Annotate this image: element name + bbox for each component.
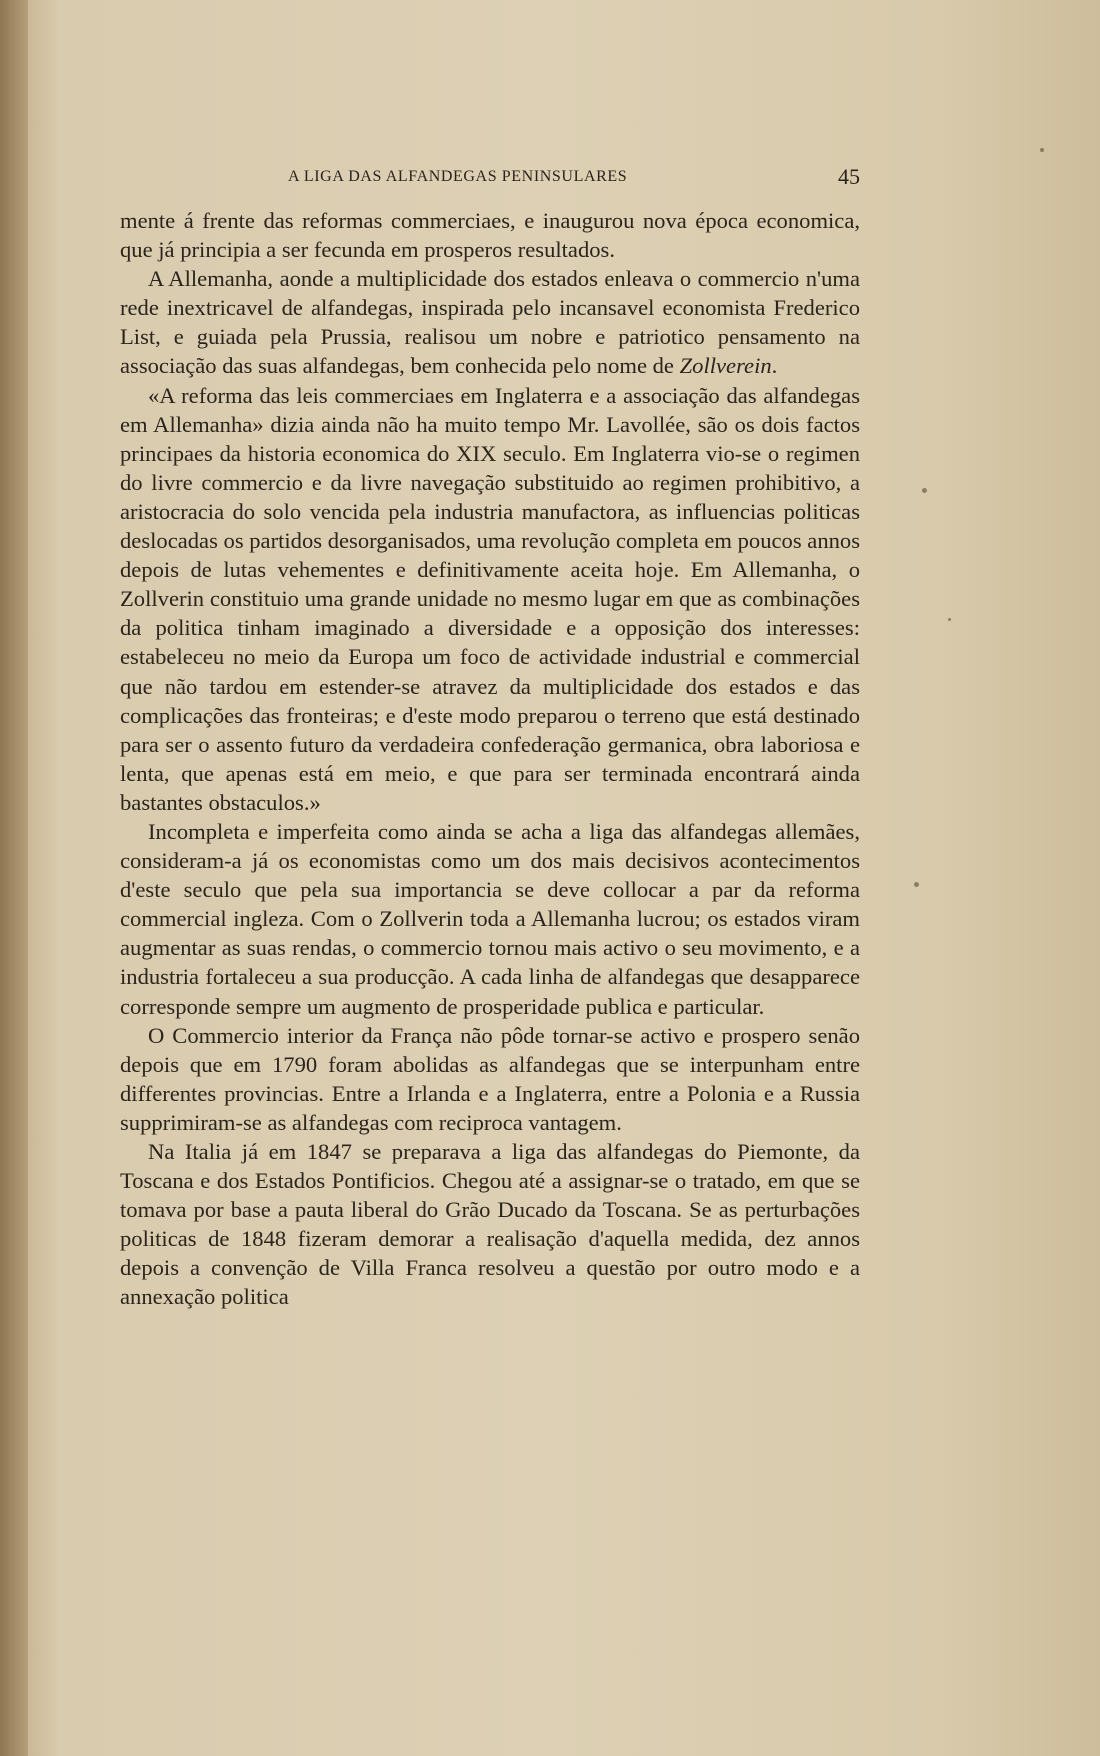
italic-term: Zollverein [679, 353, 772, 379]
paragraph: mente á frente das reformas commerciaes, e inaugurou nova época economica, que já principia a ser fecunda em prosperos resultados. [120, 208, 860, 263]
paper-speck [948, 618, 951, 621]
paragraph: Incompleta e imperfeita como ainda se acha a liga das alfandegas allemães, consideram-a já os economistas como um dos mais decisivos acontecimentos d'este seculo que pela sua importancia se deve collocar a par da reforma commercial ingleza. Com o Zollverin toda a Allemanha lucrou; os estados viram augmentar as suas rendas, o commercio tornou mais activo o seu movimento, e a industria fortaleceu a sua producção. A cada linha de alfandegas que desapparece corresponde sempre um augmento de prosperidade publica e particular. [120, 818, 860, 1019]
body-text [120, 206, 860, 1526]
paragraph: O Commercio interior da França não pôde tornar-se activo e prospero senão depois que em 1790 foram abolidas as alfandegas que se interpunham entre differentes provincias. Entre a Irlanda e a Inglaterra, entre a Polonia e a Russia supprimiram-se as alfandegas com reciproca vantagem. [120, 1022, 860, 1135]
paragraph-text: A Allemanha, aonde a multiplicidade dos estados enleava o commercio n'uma rede inextricavel de alfandegas, inspirada pelo incansavel economista Frederico List, e guiada pela Prussia, realisou um nobre e patriotico pensamento na associação das suas alfandegas, bem conhecida pelo nome de [120, 266, 860, 379]
running-header [120, 164, 860, 194]
paragraph-text: . [771, 353, 778, 379]
paragraph [120, 264, 860, 380]
paper-speck [914, 882, 919, 887]
paper-speck [1040, 148, 1044, 152]
paper-speck [922, 488, 927, 493]
paragraph: Na Italia já em 1847 se preparava a liga das alfandegas do Piemonte, da Toscana e dos Estados Pontificios. Chegou até a assignar-se o tratado, em que se tomava por base a pauta liberal do Grão Ducado da Toscana. Se as perturbações politicas de 1848 fizeram demorar a realisação d'aquella medida, dez annos depois a convenção de Villa Franca resolveu a questão por outro modo e a annexação politica [120, 1139, 860, 1310]
page-number: 45 [838, 164, 860, 189]
running-title: A LIGA DAS ALFANDEGAS PENINSULARES [288, 168, 628, 185]
paragraph: «A reforma das leis commerciaes em Inglaterra e a associação das alfandegas em Allemanha» dizia ainda não ha muito tempo Mr. Lavollée, são os dois factos principaes da historia economica do XIX seculo. Em Inglaterra vio-se o regimen do livre commercio e da livre navegação substituido ao regimen prohibitivo, a aristocracia do solo vencida pela industria manufactora, as influencias politicas deslocadas os partidos desorganisados, uma revolução completa em poucos annos depois de lutas vehementes e definitivamente aceita hoje. Em Allemanha, o Zollverin constituio uma grande unidade no mesmo lugar em que as combinações da politica tinham imaginado a diversidade e a opposição dos interesses: estabeleceu no meio da Europa um foco de actividade industrial e commercial que não tardou em estender-se atravez da multiplicidade dos estados e das complicações das fronteiras; e d'este modo preparou o terreno que está destinado para ser o assento futuro da verdadeira confederação germanica, obra laboriosa e lenta, que apenas está em meio, e que para ser terminada encontrará ainda bastantes obstaculos.» [120, 382, 860, 815]
page-gutter-shadow [0, 0, 28, 1756]
